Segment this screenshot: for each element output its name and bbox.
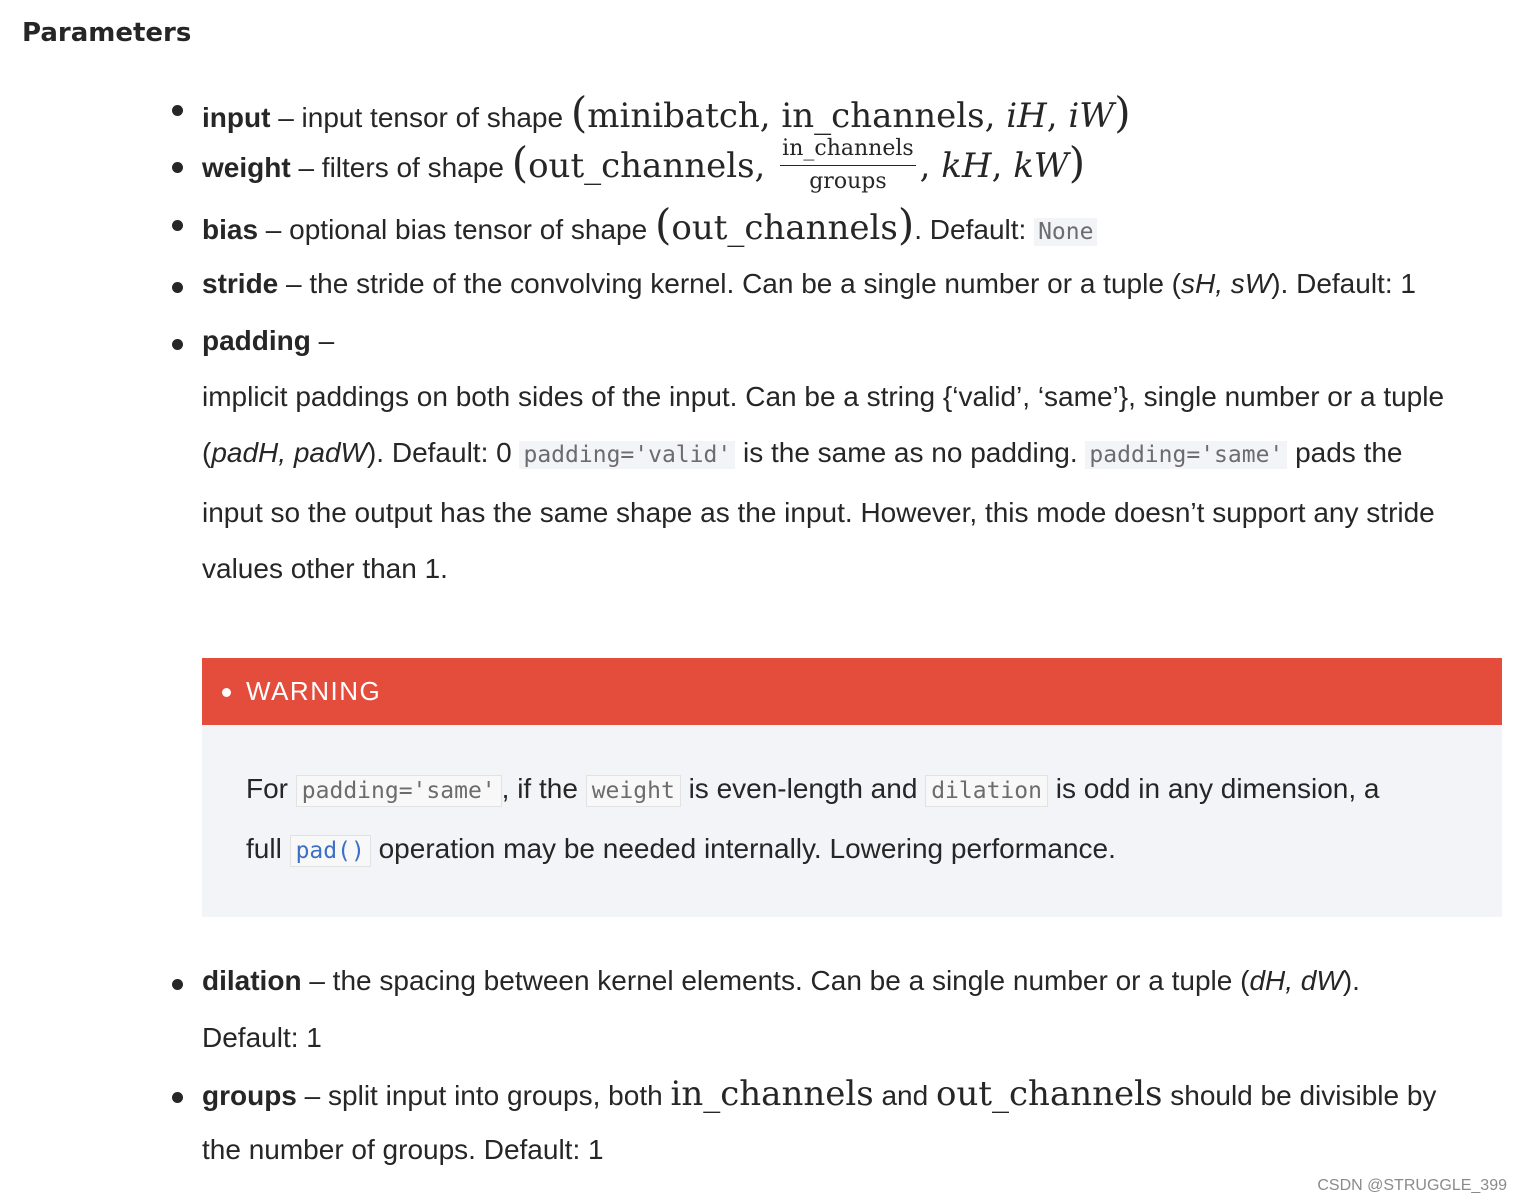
paren-text: ( bbox=[202, 437, 212, 468]
math-tuple: dH, dW bbox=[1249, 965, 1343, 996]
math-text: minibatch, in_channels, bbox=[587, 96, 1007, 136]
math-tuple: sH, sW bbox=[1181, 268, 1272, 299]
math-var: kW bbox=[1013, 146, 1069, 186]
body-text: ). bbox=[1342, 965, 1360, 996]
body-text: operation may be needed internally. Lowering performance. bbox=[370, 833, 1116, 864]
groups-line-2: the number of groups. Default: 1 bbox=[202, 1134, 604, 1165]
padding-line-2 bbox=[202, 437, 1403, 469]
param-description: – split input into groups, both bbox=[296, 1080, 671, 1111]
param-default-label: . Default: bbox=[914, 214, 1035, 245]
inline-code: padding='valid' bbox=[519, 441, 735, 469]
param-name: stride bbox=[202, 268, 279, 299]
inline-code: dilation bbox=[925, 775, 1048, 807]
pad-function-link[interactable]: pad() bbox=[290, 835, 371, 867]
param-bias bbox=[202, 200, 1097, 249]
param-weight bbox=[202, 135, 1086, 200]
body-text: is odd in any dimension, a bbox=[1047, 773, 1380, 804]
body-text: full bbox=[246, 833, 290, 864]
fraction-numerator: in_channels bbox=[780, 136, 916, 166]
inline-code: padding='same' bbox=[296, 775, 502, 807]
param-stride bbox=[202, 268, 1416, 300]
inline-code: padding='same' bbox=[1085, 441, 1287, 469]
param-description: – input tensor of shape bbox=[270, 102, 571, 133]
math-paren: ) bbox=[1068, 138, 1086, 187]
math-paren: ( bbox=[570, 88, 588, 137]
math-text: out_channels bbox=[935, 1074, 1163, 1114]
param-default-label: ). Default: 0 bbox=[366, 437, 520, 468]
padding-line-4: values other than 1. bbox=[202, 553, 448, 584]
fraction-denominator: groups bbox=[809, 169, 887, 195]
math-text: in_channels bbox=[670, 1074, 874, 1114]
param-default-label: ). Default: 1 bbox=[1271, 268, 1416, 299]
inline-code: None bbox=[1034, 218, 1097, 246]
list-bullet bbox=[172, 1092, 183, 1103]
list-bullet bbox=[172, 339, 183, 350]
math-text: out_channels, bbox=[528, 146, 777, 186]
math-text: , bbox=[919, 146, 942, 186]
warning-box bbox=[202, 658, 1502, 917]
param-description: – the spacing between kernel elements. Can be a single number or a tuple ( bbox=[301, 965, 1250, 996]
param-name: groups bbox=[202, 1080, 297, 1111]
param-description: – filters of shape bbox=[290, 152, 512, 183]
body-text: should be divisible by bbox=[1162, 1080, 1437, 1111]
math-tuple: padH, padW bbox=[211, 437, 367, 468]
warning-line-2 bbox=[246, 833, 1116, 865]
page-title: Parameters bbox=[22, 18, 192, 48]
param-name: bias bbox=[202, 214, 259, 245]
padding-line-3: input so the output has the same shape as the input. However, this mode doesn’t support any stride bbox=[202, 497, 1435, 528]
body-text: , if the bbox=[501, 773, 586, 804]
body-text: is even-length and bbox=[680, 773, 926, 804]
warning-line-1 bbox=[246, 773, 1380, 805]
math-paren: ) bbox=[897, 200, 915, 249]
param-description: – the stride of the convolving kernel. Can be a single number or a tuple ( bbox=[278, 268, 1181, 299]
param-input bbox=[202, 88, 1131, 137]
math-paren: ( bbox=[654, 200, 672, 249]
padding-line-1: implicit paddings on both sides of the input. Can be a string {‘valid’, ‘same’}, single number or a tuple bbox=[202, 381, 1445, 412]
body-text: and bbox=[873, 1080, 936, 1111]
list-bullet bbox=[172, 105, 183, 116]
inline-code: weight bbox=[586, 775, 681, 807]
body-text: is the same as no padding. bbox=[735, 437, 1086, 468]
param-groups bbox=[202, 1074, 1436, 1114]
math-var: kH bbox=[941, 146, 992, 186]
math-text: , bbox=[991, 146, 1014, 186]
param-padding bbox=[202, 325, 334, 357]
param-dilation bbox=[202, 965, 1360, 997]
warning-title: WARNING bbox=[246, 676, 382, 706]
param-name: weight bbox=[202, 152, 291, 183]
math-var: iW bbox=[1068, 96, 1115, 136]
list-bullet bbox=[172, 162, 183, 173]
param-name: input bbox=[202, 102, 271, 133]
math-paren: ( bbox=[511, 138, 529, 187]
body-text: pads the bbox=[1287, 437, 1403, 468]
list-bullet bbox=[172, 282, 183, 293]
watermark: CSDN @STRUGGLE_399 bbox=[1317, 1177, 1507, 1194]
math-text: , bbox=[1046, 96, 1069, 136]
math-text: out_channels bbox=[671, 208, 898, 248]
math-fraction bbox=[780, 136, 916, 196]
math-var: iH bbox=[1006, 96, 1047, 136]
param-name: dilation bbox=[202, 965, 302, 996]
math-paren: ) bbox=[1114, 88, 1131, 137]
body-text: For bbox=[246, 773, 296, 804]
warning-header bbox=[202, 658, 1502, 725]
warning-bullet-icon bbox=[222, 688, 231, 697]
list-bullet bbox=[172, 220, 183, 231]
dilation-line-2: Default: 1 bbox=[202, 1022, 322, 1053]
list-bullet bbox=[172, 979, 183, 990]
param-description: – bbox=[310, 325, 335, 356]
param-description: – optional bias tensor of shape bbox=[258, 214, 655, 245]
param-name: padding bbox=[202, 325, 311, 356]
